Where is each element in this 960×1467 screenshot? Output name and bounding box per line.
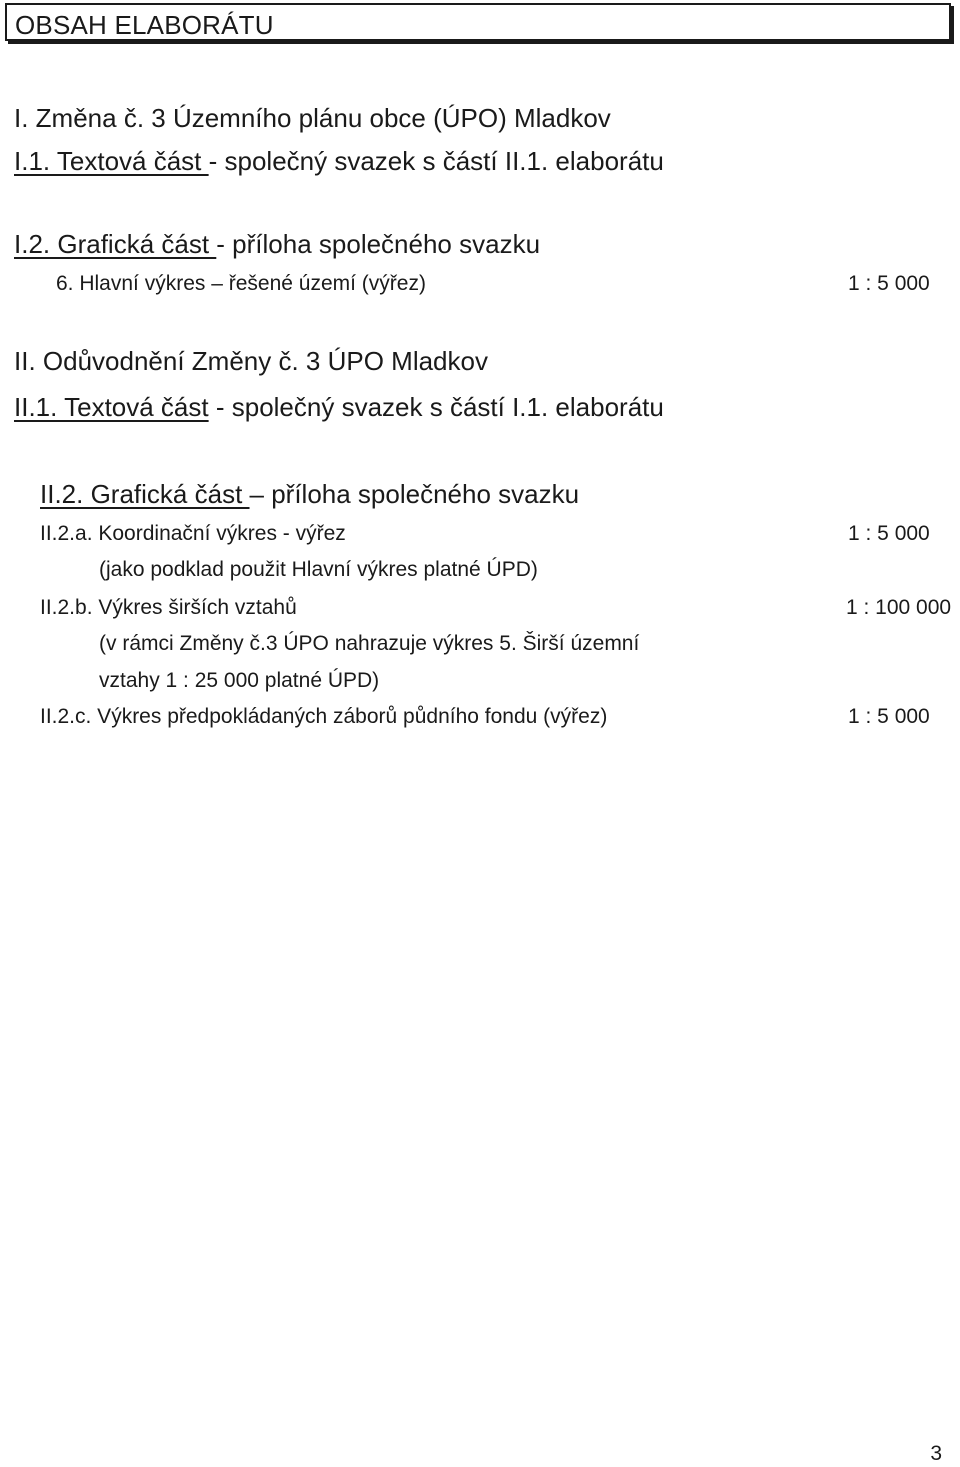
part-one-graphic-part-rest: - příloha společného svazku [216, 229, 541, 259]
drawing-2c: II.2.c. Výkres předpokládaných záborů půdního fondu (výřez) [40, 705, 608, 728]
part-two-text-part [14, 392, 664, 423]
part-one-text-part-label: I.1. Textová část [14, 146, 209, 176]
drawing-2a-note: (jako podklad použit Hlavní výkres platné ÚPD) [99, 558, 538, 581]
drawing-2b-scale: 1 : 100 000 [846, 596, 952, 619]
part-one-graphic-part [14, 229, 540, 260]
part-two-graphic-part-label: II.2. Grafická část [40, 479, 250, 509]
part-two-text-part-label: II.1. Textová část [14, 392, 209, 422]
part-one-graphic-part-label: I.2. Grafická část [14, 229, 217, 259]
drawing-2a-scale: 1 : 5 000 [848, 522, 930, 545]
part-one-heading: I. Změna č. 3 Územního plánu obce (ÚPO) Mladkov [14, 103, 611, 133]
part-two-heading: II. Odůvodnění Změny č. 3 ÚPO Mladkov [14, 346, 488, 376]
drawing-2b-note-line-2: vztahy 1 : 25 000 platné ÚPD) [99, 669, 380, 692]
document-title: OBSAH ELABORÁTU [15, 10, 274, 40]
part-two-graphic-part-rest: – příloha společného svazku [249, 479, 580, 509]
drawing-2b: II.2.b. Výkres širších vztahů [40, 596, 297, 619]
drawing-2a: II.2.a. Koordinační výkres - výřez [40, 522, 346, 545]
part-two-graphic-part [40, 479, 579, 510]
part-one-text-part [14, 146, 664, 177]
part-two-text-part-rest: - společný svazek s částí I.1. elaborátu [208, 392, 664, 422]
part-one-drawing-6-scale: 1 : 5 000 [848, 272, 930, 295]
page-number: 3 [930, 1442, 942, 1465]
document-title-box [5, 3, 951, 41]
part-one-text-part-rest: - společný svazek s částí II.1. elaborátu [208, 146, 664, 176]
drawing-2b-note-line-1: (v rámci Změny č.3 ÚPO nahrazuje výkres 5. Širší územní [99, 632, 640, 655]
part-one-drawing-6: 6. Hlavní výkres – řešené území (výřez) [56, 272, 426, 295]
drawing-2c-scale: 1 : 5 000 [848, 705, 930, 728]
